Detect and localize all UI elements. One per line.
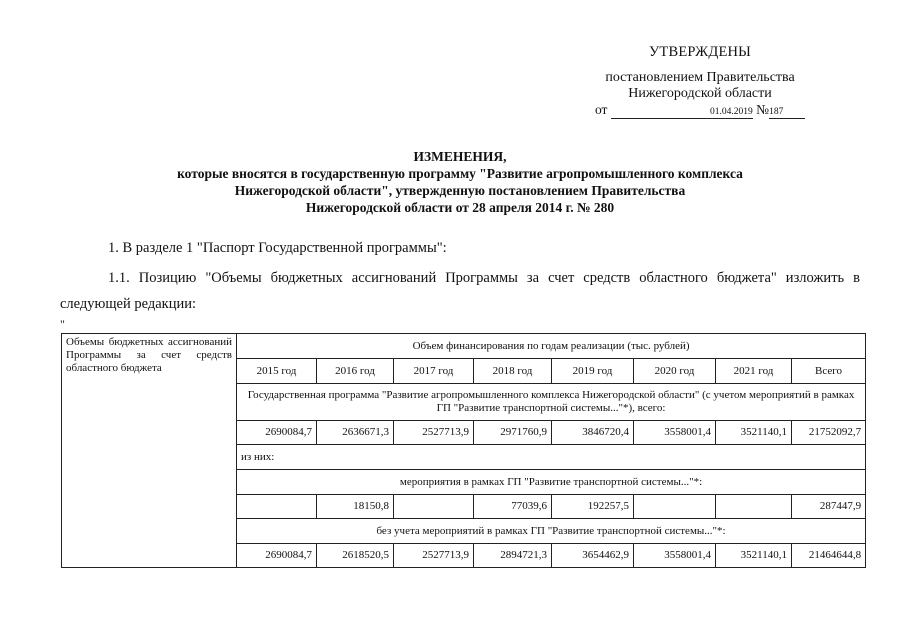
section-transport-label: мероприятия в рамках ГП "Развитие транспортной системы..."*: — [237, 470, 866, 495]
paragraph-2: 1.1. Позицию "Объемы бюджетных ассигнований Программы за счет средств областного бюджета" изложить в следующей редакции: — [60, 270, 860, 312]
value-cell: 2527713,9 — [394, 421, 474, 445]
value-cell: 2636671,3 — [317, 421, 394, 445]
section-without-label: без учета мероприятий в рамках ГП "Развитие транспортной системы..."*: — [237, 519, 866, 544]
document-title — [60, 148, 860, 216]
approval-date: 01.04.2019 — [611, 106, 753, 119]
approval-line-1: постановлением Правительства — [605, 70, 795, 85]
value-cell: 3558001,4 — [634, 421, 716, 445]
value-cell: 77039,6 — [474, 495, 552, 519]
of-them-label: из них: — [237, 445, 866, 470]
value-cell: 3521140,1 — [716, 544, 792, 568]
year-header: 2016 год — [317, 359, 394, 384]
value-cell: 2894721,3 — [474, 544, 552, 568]
value-cell: 2618520,5 — [317, 544, 394, 568]
year-header: 2015 год — [237, 359, 317, 384]
value-cell: 21464644,8 — [792, 544, 866, 568]
paragraph-1: 1. В разделе 1 "Паспорт Государственной программы": — [108, 240, 447, 256]
budget-table — [61, 333, 866, 568]
value-cell: 2527713,9 — [394, 544, 474, 568]
approval-number: 187 — [769, 106, 805, 119]
row-header-cell: Объемы бюджетных ассигнований Программы за счет средств областного бюджета — [62, 334, 237, 568]
value-cell: 3521140,1 — [716, 421, 792, 445]
value-cell: 192257,5 — [552, 495, 634, 519]
title-line-3: Нижегородской области", утвержденную постановлением Правительства — [234, 183, 686, 198]
year-header: 2019 год — [552, 359, 634, 384]
value-cell: 18150,8 — [317, 495, 394, 519]
approval-line-2: Нижегородской области — [628, 86, 772, 101]
title-line-2: которые вносятся в государственную программу "Развитие агропромышленного комплекса — [177, 166, 743, 181]
year-header: 2017 год — [394, 359, 474, 384]
year-header: 2020 год — [634, 359, 716, 384]
total-header: Всего — [792, 359, 866, 384]
value-cell: 2690084,7 — [237, 544, 317, 568]
approval-block — [560, 44, 840, 119]
value-cell — [394, 495, 474, 519]
value-cell: 3846720,4 — [552, 421, 634, 445]
year-header: 2018 год — [474, 359, 552, 384]
value-cell: 2971760,9 — [474, 421, 552, 445]
value-cell — [716, 495, 792, 519]
value-cell: 287447,9 — [792, 495, 866, 519]
financing-header: Объем финансирования по годам реализации (тыс. рублей) — [237, 334, 866, 359]
value-cell — [634, 495, 716, 519]
number-label: № — [756, 102, 770, 117]
value-cell: 3654462,9 — [552, 544, 634, 568]
title-line-1: ИЗМЕНЕНИЯ, — [413, 149, 507, 164]
section-total-label: Государственная программа "Развитие агропромышленного комплекса Нижегородской области" (с учетом мероприятий в рамках ГП "Развитие транспортной системы..."*), всего: — [237, 384, 866, 421]
from-label: от — [594, 102, 608, 117]
approval-heading: УТВЕРЖДЕНЫ — [648, 44, 752, 60]
year-header: 2021 год — [716, 359, 792, 384]
value-cell — [237, 495, 317, 519]
title-line-4: Нижегородской области от 28 апреля 2014 г. № 280 — [305, 200, 615, 215]
approval-date-line — [560, 102, 840, 119]
quote-mark: " — [60, 317, 65, 331]
value-cell: 2690084,7 — [237, 421, 317, 445]
value-cell: 21752092,7 — [792, 421, 866, 445]
value-cell: 3558001,4 — [634, 544, 716, 568]
